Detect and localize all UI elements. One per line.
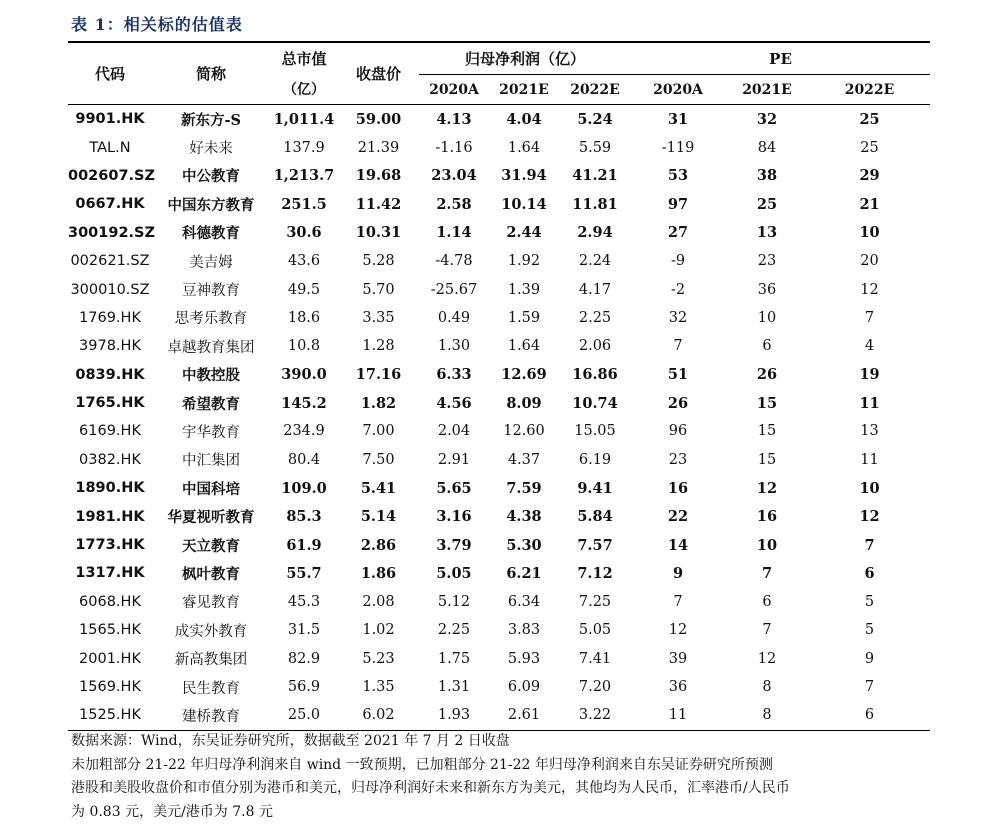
cell-pe-2021e: 12	[757, 650, 777, 667]
header-mktcap-unit: （亿）	[270, 75, 338, 105]
cell-pe-2021e: 10	[756, 536, 778, 554]
cell-pe-2022e: 6	[864, 707, 875, 724]
cell-name: 美吉姆	[189, 254, 233, 271]
cell-pe-2021e: 15	[757, 423, 777, 440]
table-row	[68, 644, 930, 672]
cell-mktcap: 85.3	[286, 508, 322, 526]
cell-name: 新高教集团	[174, 652, 248, 669]
cell-pe-2020a: 26	[667, 394, 689, 412]
cell-profit-2021e: 2.44	[506, 224, 542, 242]
cell-pe-2020a: 96	[668, 423, 688, 440]
cell-profit-2021e: 1.59	[507, 309, 541, 326]
cell-pe-2021e: 8	[762, 707, 772, 724]
cell-name: 民生教育	[182, 680, 240, 697]
cell-pe-2020a: -9	[670, 253, 686, 270]
cell-close: 1.82	[360, 394, 397, 412]
cell-profit-2021e: 1.64	[507, 338, 541, 355]
cell-mktcap: 1,213.7	[273, 167, 335, 185]
cell-pe-2021e: 7	[761, 564, 773, 582]
cell-name: 豆神教育	[182, 283, 240, 300]
cell-pe-2022e: 10	[859, 224, 880, 242]
cell-pe-2021e: 6	[762, 593, 772, 610]
cell-pe-2020a: -119	[661, 139, 695, 156]
cell-profit-2021e: 4.04	[506, 110, 542, 128]
header-year: 2020A	[419, 75, 489, 105]
cell-pe-2021e: 15	[756, 394, 778, 412]
cell-profit-2022e: 16.86	[572, 366, 618, 384]
cell-close: 6.02	[362, 707, 395, 724]
header-code: 代码	[68, 42, 152, 105]
cell-profit-2020a: 23.04	[431, 167, 477, 185]
cell-name: 建桥教育	[182, 708, 240, 725]
cell-profit-2022e: 6.19	[578, 451, 612, 468]
cell-close: 3.35	[362, 309, 395, 326]
cell-profit-2021e: 7.59	[506, 479, 542, 497]
cell-mktcap: 18.6	[287, 309, 321, 326]
cell-name: 希望教育	[182, 395, 240, 413]
cell-close: 5.23	[362, 650, 395, 667]
table-row	[68, 332, 930, 360]
cell-profit-2021e: 6.21	[506, 564, 542, 582]
cell-close: 11.42	[355, 195, 402, 213]
cell-profit-2022e: 7.12	[577, 564, 613, 582]
cell-profit-2022e: 7.25	[578, 593, 612, 610]
cell-close: 2.08	[362, 593, 395, 610]
cell-name: 卓越教育集团	[167, 339, 255, 356]
cell-profit-2021e: 31.94	[501, 167, 547, 185]
notes	[71, 730, 941, 824]
cell-profit-2020a: 3.16	[436, 508, 472, 526]
note-source: 数据来源：Wind，东吴证券研究所，数据截至 2021 年 7 月 2 日收盘	[71, 733, 510, 749]
cell-mktcap: 49.5	[287, 281, 321, 298]
cell-mktcap: 30.6	[286, 224, 322, 242]
cell-close: 7.00	[362, 423, 395, 440]
cell-code: 1569.HK	[79, 679, 141, 695]
cell-pe-2022e: 6	[864, 564, 875, 582]
cell-close: 5.70	[362, 281, 395, 298]
table-row	[68, 304, 930, 332]
cell-pe-2021e: 84	[757, 139, 777, 156]
cell-pe-2020a: 7	[673, 593, 683, 610]
table-row	[68, 162, 930, 190]
cell-profit-2021e: 1.92	[507, 253, 541, 270]
cell-pe-2022e: 5	[864, 593, 875, 610]
cell-close: 1.02	[362, 622, 395, 639]
cell-code: 3978.HK	[79, 338, 141, 355]
cell-profit-2020a: 2.25	[437, 622, 471, 639]
cell-code: 1773.HK	[75, 537, 145, 554]
cell-profit-2020a: 6.33	[436, 366, 472, 384]
table-row	[68, 588, 930, 616]
cell-pe-2020a: 53	[667, 167, 689, 185]
cell-name: 宇华教育	[182, 424, 240, 441]
cell-name: 科德教育	[182, 225, 240, 243]
cell-pe-2022e: 4	[864, 338, 875, 355]
header-profit: 归母净利润（亿）	[419, 42, 631, 75]
cell-profit-2022e: 7.20	[578, 679, 612, 695]
cell-pe-2020a: 39	[668, 650, 688, 667]
table-row	[68, 247, 930, 275]
cell-code: 002607.SZ	[68, 167, 155, 184]
cell-pe-2022e: 11	[860, 451, 879, 468]
cell-code: 1565.HK	[79, 622, 141, 639]
table-row	[68, 474, 930, 502]
cell-mktcap: 55.7	[286, 564, 322, 582]
cell-pe-2022e: 25	[860, 139, 879, 156]
cell-profit-2022e: 9.41	[577, 479, 613, 497]
cell-code: 300010.SZ	[70, 281, 150, 298]
cell-pe-2021e: 38	[756, 167, 778, 185]
table-row	[68, 701, 930, 730]
table-body	[68, 105, 930, 731]
cell-mktcap: 61.9	[286, 536, 322, 554]
table-row	[68, 446, 930, 474]
cell-close: 5.41	[360, 479, 397, 497]
cell-pe-2022e: 13	[860, 423, 879, 440]
cell-profit-2022e: 11.81	[572, 195, 618, 213]
cell-pe-2022e: 12	[860, 281, 879, 298]
cell-close: 19.68	[355, 167, 402, 185]
cell-close: 7.50	[362, 451, 395, 468]
cell-mktcap: 82.9	[287, 650, 321, 667]
cell-name: 枫叶教育	[182, 565, 240, 583]
cell-close: 17.16	[355, 366, 402, 384]
cell-mktcap: 25.0	[287, 707, 321, 724]
cell-profit-2021e: 4.37	[507, 451, 541, 468]
cell-code: 1317.HK	[75, 565, 145, 582]
header-year: 2020A	[631, 75, 725, 105]
cell-profit-2022e: 41.21	[572, 167, 618, 185]
table-row	[68, 673, 930, 701]
valuation-table	[68, 41, 930, 731]
cell-code: 0839.HK	[75, 366, 145, 383]
cell-mktcap: 80.4	[287, 451, 321, 468]
cell-mktcap: 234.9	[283, 423, 325, 440]
cell-profit-2020a: 2.91	[437, 451, 471, 468]
note-forecast: 未加粗部分 21-22 年归母净利润来自 wind 一致预期，已加粗部分 21-22 年归母净利润来自东吴证券研究所预测	[71, 756, 773, 773]
cell-mktcap: 56.9	[287, 679, 321, 695]
cell-pe-2021e: 10	[757, 309, 777, 326]
header-year: 2021E	[489, 75, 559, 105]
cell-pe-2021e: 26	[756, 366, 778, 384]
cell-pe-2022e: 11	[859, 394, 880, 412]
cell-mktcap: 145.2	[281, 394, 327, 412]
note-fx: 为 0.83 元，美元/港币为 7.8 元	[71, 803, 273, 820]
cell-name: 睿见教育	[182, 595, 240, 612]
cell-mktcap: 137.9	[283, 139, 325, 156]
cell-pe-2022e: 25	[859, 110, 880, 128]
cell-mktcap: 251.5	[281, 195, 327, 213]
cell-profit-2022e: 5.24	[577, 110, 613, 128]
header-close: 收盘价	[338, 42, 419, 105]
cell-name: 思考乐教育	[174, 311, 248, 328]
header-year: 2022E	[559, 75, 631, 105]
cell-pe-2020a: 9	[672, 564, 684, 582]
cell-profit-2020a: 1.75	[437, 650, 471, 667]
cell-code: 1765.HK	[75, 395, 145, 412]
cell-profit-2022e: 10.74	[572, 394, 618, 412]
cell-profit-2020a: 1.30	[437, 338, 471, 355]
cell-pe-2022e: 19	[859, 366, 880, 384]
cell-pe-2021e: 6	[762, 338, 772, 355]
cell-close: 21.39	[357, 139, 400, 156]
cell-pe-2022e: 10	[859, 479, 880, 497]
cell-code: 6068.HK	[79, 593, 141, 610]
cell-name: 中国科培	[182, 480, 240, 498]
table-row	[68, 389, 930, 417]
cell-profit-2022e: 5.84	[577, 508, 613, 526]
cell-profit-2020a: -25.67	[430, 281, 478, 298]
cell-pe-2021e: 15	[757, 451, 777, 468]
cell-close: 1.28	[362, 338, 395, 355]
cell-code: 1525.HK	[79, 707, 141, 724]
cell-mktcap: 1,011.4	[273, 110, 335, 128]
header-pe: PE	[631, 42, 930, 75]
table-row	[68, 531, 930, 559]
cell-pe-2022e: 21	[859, 195, 880, 213]
cell-profit-2021e: 1.64	[507, 139, 541, 156]
cell-code: 0382.HK	[79, 451, 141, 468]
cell-pe-2022e: 9	[864, 650, 875, 667]
cell-name: 好未来	[189, 141, 233, 158]
cell-profit-2021e: 3.83	[507, 622, 541, 639]
table-title: 表 1：相关标的估值表	[71, 15, 243, 34]
cell-profit-2022e: 15.05	[574, 423, 616, 440]
table-row	[68, 616, 930, 644]
cell-profit-2020a: -1.16	[435, 139, 473, 156]
cell-profit-2022e: 2.25	[578, 309, 612, 326]
cell-code: 1981.HK	[75, 508, 145, 525]
table-row	[68, 417, 930, 445]
cell-code: 9901.HK	[75, 111, 145, 128]
cell-pe-2022e: 12	[859, 508, 880, 526]
cell-mktcap: 43.6	[287, 253, 321, 270]
cell-close: 5.28	[362, 253, 395, 270]
cell-pe-2020a: 32	[668, 309, 688, 326]
table-row	[68, 133, 930, 161]
cell-pe-2021e: 16	[756, 508, 778, 526]
cell-code: 1890.HK	[75, 480, 145, 497]
cell-profit-2022e: 2.24	[578, 253, 612, 270]
cell-pe-2020a: 27	[667, 224, 689, 242]
cell-code: TAL.N	[89, 139, 131, 156]
cell-profit-2021e: 12.69	[501, 366, 547, 384]
cell-pe-2021e: 25	[756, 195, 778, 213]
cell-pe-2020a: 22	[667, 508, 689, 526]
cell-pe-2022e: 20	[860, 253, 879, 270]
cell-profit-2021e: 5.30	[506, 536, 542, 554]
cell-pe-2020a: 97	[667, 195, 689, 213]
cell-profit-2021e: 8.09	[506, 394, 542, 412]
cell-profit-2020a: 3.79	[436, 536, 472, 554]
cell-code: 002621.SZ	[70, 253, 150, 270]
cell-profit-2020a: 2.58	[436, 195, 472, 213]
cell-pe-2022e: 5	[864, 622, 875, 639]
header-year: 2021E	[725, 75, 809, 105]
cell-profit-2021e: 5.93	[507, 650, 541, 667]
cell-name: 中国东方教育	[167, 196, 255, 214]
cell-pe-2021e: 13	[756, 224, 778, 242]
cell-pe-2020a: 12	[668, 622, 688, 639]
table-row	[68, 219, 930, 247]
cell-code: 6169.HK	[79, 423, 141, 440]
cell-pe-2022e: 7	[864, 536, 875, 554]
header-mktcap: 总市值	[281, 50, 327, 69]
cell-pe-2022e: 7	[864, 309, 875, 326]
table-row	[68, 502, 930, 530]
cell-code: 2001.HK	[79, 650, 141, 667]
cell-close: 5.14	[360, 508, 397, 526]
cell-profit-2022e: 5.05	[578, 622, 612, 639]
cell-name: 中公教育	[182, 168, 240, 186]
cell-code: 300192.SZ	[68, 224, 155, 241]
cell-pe-2020a: -2	[670, 281, 686, 298]
cell-name: 华夏视听教育	[167, 509, 255, 527]
cell-profit-2020a: 5.12	[437, 593, 471, 610]
cell-profit-2022e: 7.41	[578, 650, 612, 667]
cell-name: 新东方-S	[181, 111, 241, 129]
cell-profit-2021e: 6.34	[507, 593, 541, 610]
cell-name: 中汇集团	[182, 453, 240, 470]
cell-pe-2020a: 51	[667, 366, 689, 384]
cell-close: 59.00	[355, 110, 402, 128]
cell-mktcap: 390.0	[281, 366, 327, 384]
table-row	[68, 190, 930, 218]
header-name: 简称	[152, 42, 270, 105]
cell-profit-2022e: 2.94	[577, 224, 613, 242]
cell-close: 1.86	[360, 564, 397, 582]
cell-pe-2020a: 31	[667, 110, 689, 128]
cell-profit-2022e: 7.57	[577, 536, 613, 554]
cell-profit-2020a: 1.93	[437, 707, 471, 724]
table-row	[68, 105, 930, 134]
cell-profit-2022e: 2.06	[578, 338, 612, 355]
cell-profit-2022e: 5.59	[578, 139, 612, 156]
note-currency: 港股和美股收盘价和市值分别为港币和美元，归母净利润好未来和新东方为美元，其他均为人民币，汇率港币/人民币	[71, 780, 790, 796]
cell-code: 1769.HK	[79, 309, 141, 326]
cell-pe-2022e: 7	[864, 679, 875, 695]
cell-pe-2020a: 16	[667, 479, 689, 497]
cell-profit-2020a: 4.13	[436, 110, 472, 128]
cell-profit-2021e: 4.38	[506, 508, 542, 526]
cell-profit-2020a: 4.56	[436, 394, 472, 412]
table-row	[68, 361, 930, 389]
cell-close: 10.31	[355, 224, 402, 242]
cell-pe-2021e: 36	[757, 281, 777, 298]
cell-profit-2022e: 3.22	[578, 707, 612, 724]
cell-profit-2020a: 5.65	[436, 479, 472, 497]
cell-profit-2021e: 2.61	[507, 707, 541, 724]
cell-pe-2020a: 23	[668, 451, 688, 468]
cell-pe-2021e: 8	[762, 679, 772, 695]
cell-profit-2021e: 10.14	[501, 195, 547, 213]
cell-profit-2020a: 0.49	[437, 309, 471, 326]
cell-pe-2020a: 14	[667, 536, 689, 554]
cell-profit-2020a: 1.31	[437, 679, 471, 695]
cell-mktcap: 45.3	[287, 593, 321, 610]
cell-profit-2020a: 1.14	[436, 224, 472, 242]
cell-profit-2021e: 1.39	[507, 281, 541, 298]
cell-pe-2021e: 23	[757, 253, 777, 270]
cell-profit-2020a: -4.78	[435, 253, 473, 270]
cell-pe-2022e: 29	[859, 167, 880, 185]
cell-pe-2021e: 32	[756, 110, 778, 128]
cell-code: 0667.HK	[75, 196, 145, 213]
cell-mktcap: 109.0	[281, 479, 327, 497]
cell-close: 2.86	[360, 536, 397, 554]
cell-profit-2020a: 5.05	[436, 564, 472, 582]
cell-mktcap: 10.8	[287, 338, 321, 355]
cell-profit-2021e: 12.60	[503, 423, 545, 440]
table-row	[68, 275, 930, 303]
cell-profit-2021e: 6.09	[507, 679, 541, 695]
cell-pe-2021e: 7	[762, 622, 772, 639]
cell-name: 中教控股	[182, 367, 240, 385]
table-row	[68, 559, 930, 587]
cell-profit-2022e: 4.17	[578, 281, 612, 298]
cell-profit-2020a: 2.04	[437, 423, 471, 440]
cell-close: 1.35	[362, 679, 395, 695]
header-year: 2022E	[809, 75, 930, 105]
cell-mktcap: 31.5	[287, 622, 321, 639]
cell-pe-2020a: 36	[668, 679, 688, 695]
cell-name: 成实外教育	[174, 623, 248, 640]
cell-pe-2021e: 12	[756, 479, 778, 497]
cell-name: 天立教育	[182, 537, 240, 555]
cell-pe-2020a: 11	[668, 707, 688, 724]
cell-pe-2020a: 7	[673, 338, 683, 355]
